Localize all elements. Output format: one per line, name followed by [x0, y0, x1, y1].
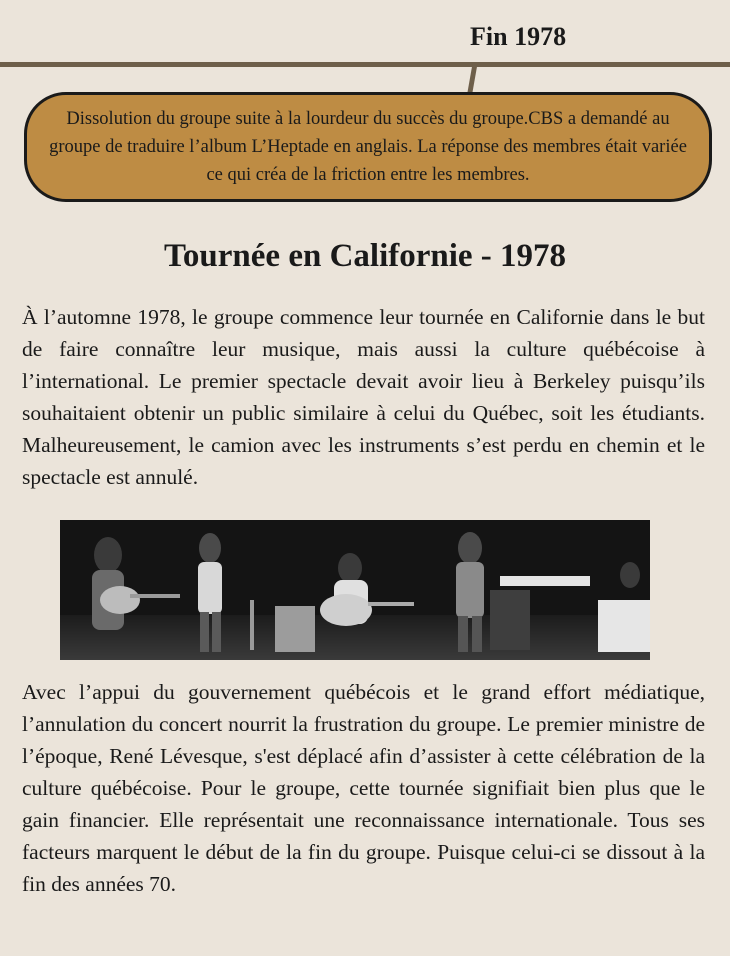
section-title: Tournée en Californie - 1978: [163, 238, 567, 274]
event-text: Dissolution du groupe suite à la lourdeur du succès du groupe.CBS a demandé au groupe de traduire l’album L’Heptade en anglais. La réponse des membres était variée ce qui créa de la friction entre les membres.: [49, 109, 687, 185]
concert-photo-illustration: [60, 520, 650, 660]
timeline-date-label: Fin 1978: [470, 22, 567, 51]
paragraph-conclusion: Avec l’appui du gouvernement québécois et le grand effort médiatique, l’annulation du concert nourrit la frustration du groupe. Le premier ministre de l’époque, René Lévesque, s'est déplacé afin d’assister à cette célébration de la culture québécoise. Pour le groupe, cette tournée signifiait bien plus que le gain financier. Elle représentait une reconnaissance internationale. Tous ses facteurs marquent le début de la fin du groupe. Puisque celui-ci se dissout à la fin des années 70.: [22, 680, 705, 896]
paragraph-intro: À l’automne 1978, le groupe commence leur tournée en Californie dans le but de faire connaître leur musique, mais aussi la culture québécoise à l’international. Le premier spectacle devait avoir lieu à Berkeley puisqu’ils souhaitaient obtenir un public similaire à celui du Québec, soit les étudiants. Malheureusement, le camion avec les instruments s’est perdu en chemin et le spectacle est annulé.: [22, 305, 705, 489]
timeline-line: [0, 62, 730, 67]
event-callout: [24, 92, 712, 202]
concert-photo: [60, 520, 650, 660]
timeline-tick: [468, 64, 478, 92]
